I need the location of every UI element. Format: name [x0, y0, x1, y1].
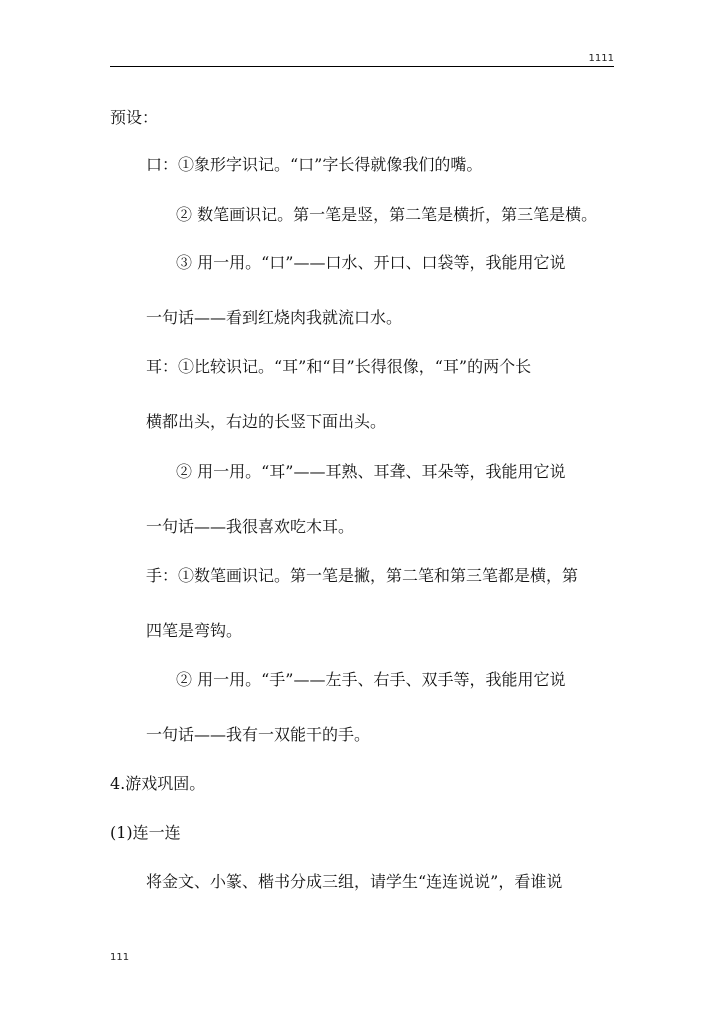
- text-line: ② 数笔画识记。第一笔是竖，第二笔是横折，第三笔是横。: [176, 205, 598, 224]
- text-line-preset: 预设：: [110, 108, 159, 127]
- text-line: 横都出头，右边的长竖下面出头。: [146, 412, 387, 431]
- text-line: 口：①象形字识记。“口”字长得就像我们的嘴。: [146, 155, 483, 174]
- text-line: 耳：①比较识记。“耳”和“目”长得很像，“耳”的两个长: [146, 357, 532, 376]
- page-header-number: 1111: [588, 53, 614, 64]
- subsection-heading: (1)连一连: [110, 823, 181, 842]
- text-line: 一句话——看到红烧肉我就流口水。: [146, 308, 403, 327]
- text-line: 一句话——我有一双能干的手。: [146, 725, 371, 744]
- text-line: 将金文、小篆、楷书分成三组，请学生“连连说说”，看谁说: [146, 872, 563, 891]
- page-footer-number: 111: [110, 952, 130, 963]
- text-line: ③ 用一用。“口”——口水、开口、口袋等，我能用它说: [176, 253, 566, 272]
- text-line: ② 用一用。“耳”——耳熟、耳聋、耳朵等，我能用它说: [176, 462, 566, 481]
- text-line: 四笔是弯钩。: [146, 621, 243, 640]
- text-line: 一句话——我很喜欢吃木耳。: [146, 517, 355, 536]
- text-line: 手：①数笔画识记。第一笔是撇，第二笔和第三笔都是横，第: [146, 566, 579, 585]
- header-rule: [110, 66, 614, 67]
- section-heading: 4.游戏巩固。: [110, 774, 206, 793]
- text-line: ② 用一用。“手”——左手、右手、双手等，我能用它说: [176, 670, 566, 689]
